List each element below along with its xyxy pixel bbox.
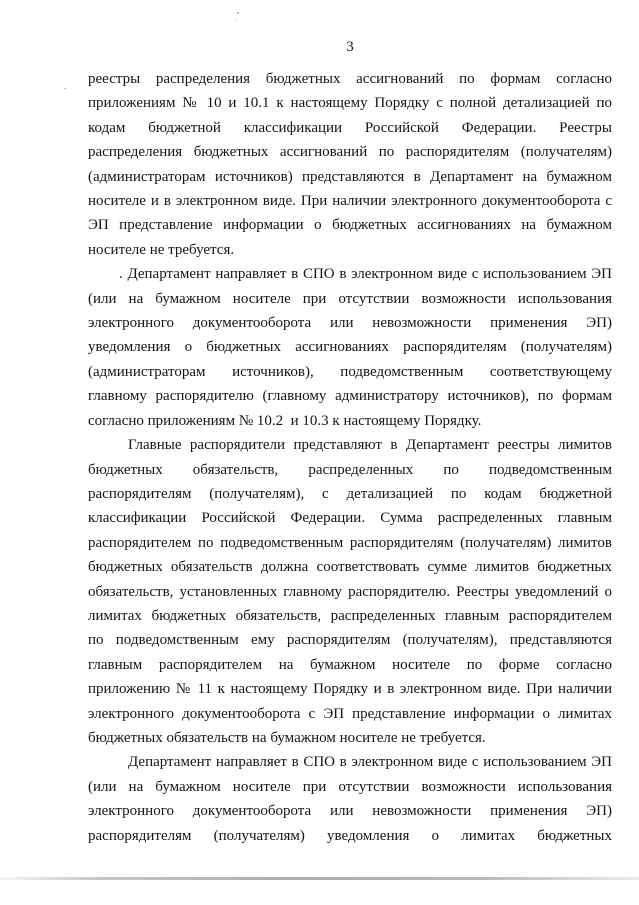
text-line: электронного документооборота с ЭП представление информации о лимитах bbox=[88, 705, 612, 722]
text-line: . Департамент направляет в СПО в электронном виде с использованием ЭП bbox=[119, 266, 612, 283]
text-line: бюджетных обязательств, распределенных по подведомственным bbox=[88, 461, 612, 478]
text-line: (или на бумажном носителе при отсутствии возможности использования bbox=[88, 778, 612, 795]
text-line: бюджетных обязательств на бумажном носителе не требуется. bbox=[88, 729, 486, 746]
text-line: ЭП представление информации о бюджетных ассигнованиях на бумажном bbox=[88, 217, 612, 234]
text-line: реестры распределения бюджетных ассигнований по формам согласно bbox=[88, 71, 612, 87]
scan-speck bbox=[237, 12, 239, 14]
text-line: носителе не требуется. bbox=[88, 241, 235, 258]
text-line: носителе и в электронном виде. При наличии электронного документооборота с bbox=[88, 193, 612, 210]
text-line: приложениям № 10 и 10.1 к настоящему Порядку с полной детализацией по bbox=[88, 95, 612, 112]
document-body bbox=[88, 67, 612, 848]
scan-speck bbox=[64, 88, 66, 89]
text-line: по подведомственным ему распорядителям (получателям), представляются bbox=[88, 632, 612, 649]
paragraph bbox=[88, 433, 612, 750]
text-line: (или на бумажном носителе при отсутствии возможности использования bbox=[88, 290, 612, 307]
text-line: обязательств, установленных главному распорядителю. Реестры уведомлений о bbox=[88, 583, 612, 600]
text-line: главному распорядителю (главному администратору источников), по формам bbox=[88, 388, 612, 405]
text-line: главным распорядителем на бумажном носителе по форме согласно bbox=[88, 656, 612, 673]
text-line: электронного документооборота или невозможности применения ЭП) bbox=[88, 803, 612, 820]
text-line: классификации Российской Федерации. Сумма распределенных главным bbox=[88, 510, 612, 527]
text-line: (администраторам источников) представляются в Департамент на бумажном bbox=[88, 168, 612, 185]
paragraph bbox=[88, 262, 612, 433]
text-line: распорядителям (получателям), с детализацией по кодам бюджетной bbox=[88, 485, 612, 502]
text-line: (администраторам источников), подведомственным соответствующему bbox=[88, 363, 612, 380]
text-line: лимитах бюджетных обязательств, распределенных главным распорядителем bbox=[88, 607, 612, 624]
scan-speck bbox=[236, 19, 237, 20]
text-line: согласно приложениям № 10.2 и 10.3 к настоящему Порядку. bbox=[88, 412, 482, 429]
text-line: уведомления о бюджетных ассигнованиях распорядителям (получателям) bbox=[88, 339, 612, 356]
text-line: Главные распорядители представляют в Департамент реестры лимитов bbox=[128, 437, 612, 454]
page-number: 3 bbox=[346, 39, 354, 55]
text-line: кодам бюджетной классификации Российской Федерации. Реестры bbox=[88, 119, 612, 136]
scan-edge-line bbox=[0, 877, 639, 880]
text-line: приложению № 11 к настоящему Порядку и в электронном виде. При наличии bbox=[88, 681, 612, 698]
text-line: бюджетных обязательств должна соответствовать сумме лимитов бюджетных bbox=[88, 559, 612, 576]
text-line: электронного документооборота или невозможности применения ЭП) bbox=[88, 315, 612, 332]
text-line: Департамент направляет в СПО в электронном виде с использованием ЭП bbox=[128, 754, 612, 771]
text-line: распорядителям (получателям) уведомления о лимитах бюджетных bbox=[88, 827, 612, 844]
text-line: распределения бюджетных ассигнований по распорядителям (получателям) bbox=[88, 144, 612, 161]
paragraph bbox=[88, 750, 612, 848]
text-line: распорядителем по подведомственным распорядителям (получателям) лимитов bbox=[88, 534, 612, 551]
paragraph bbox=[88, 67, 612, 262]
